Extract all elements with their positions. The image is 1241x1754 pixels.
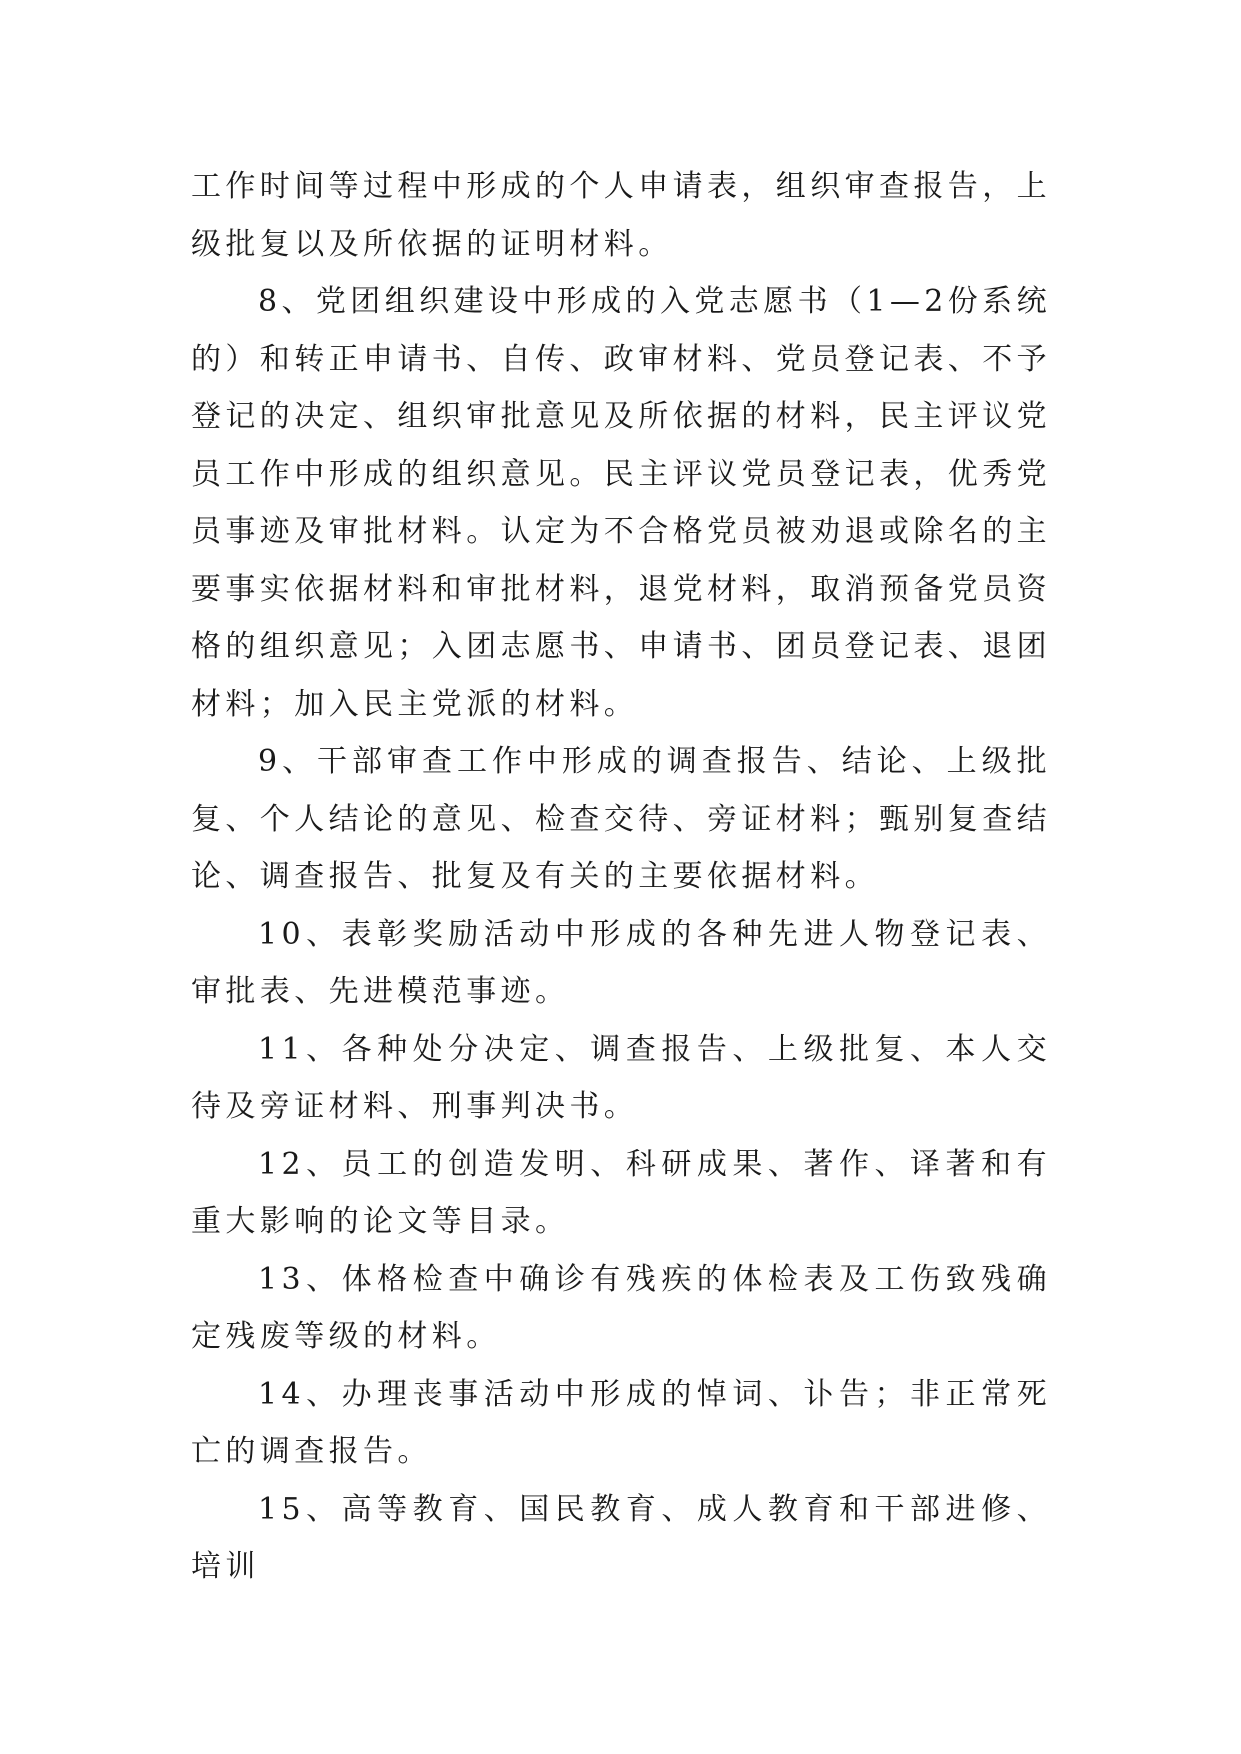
paragraph-continuation: 工作时间等过程中形成的个人申请表，组织审查报告，上级批复以及所依据的证明材料。 [191, 169, 1051, 262]
document-body [191, 158, 1051, 1596]
paragraph-item-15: 15、高等教育、国民教育、成人教育和干部进修、培训 [191, 1491, 1051, 1584]
paragraph-item-9: 9、干部审查工作中形成的调查报告、结论、上级批复、个人结论的意见、检查交待、旁证材料；甄别复查结论、调查报告、批复及有关的主要依据材料。 [191, 744, 1051, 894]
paragraph-item-12: 12、员工的创造发明、科研成果、著作、译著和有重大影响的论文等目录。 [191, 1146, 1051, 1239]
paragraph-item-13: 13、体格检查中确诊有残疾的体检表及工伤致残确定残废等级的材料。 [191, 1261, 1051, 1354]
paragraph-item-10: 10、表彰奖励活动中形成的各种先进人物登记表、审批表、先进模范事迹。 [191, 916, 1051, 1009]
paragraph-item-14: 14、办理丧事活动中形成的悼词、讣告；非正常死亡的调查报告。 [191, 1376, 1051, 1469]
paragraph-item-11: 11、各种处分决定、调查报告、上级批复、本人交待及旁证材料、刑事判决书。 [191, 1031, 1051, 1124]
paragraph-item-8: 8、党团组织建设中形成的入党志愿书（1—2份系统的）和转正申请书、自传、政审材料、党员登记表、不予登记的决定、组织审批意见及所依据的材料，民主评议党员工作中形成的组织意见。民主评议党员登记表，优秀党员事迹及审批材料。认定为不合格党员被劝退或除名的主要事实依据材料和审批材料，退党材料，取消预备党员资格的组织意见；入团志愿书、申请书、团员登记表、退团材料；加入民主党派的材料。 [191, 284, 1051, 722]
